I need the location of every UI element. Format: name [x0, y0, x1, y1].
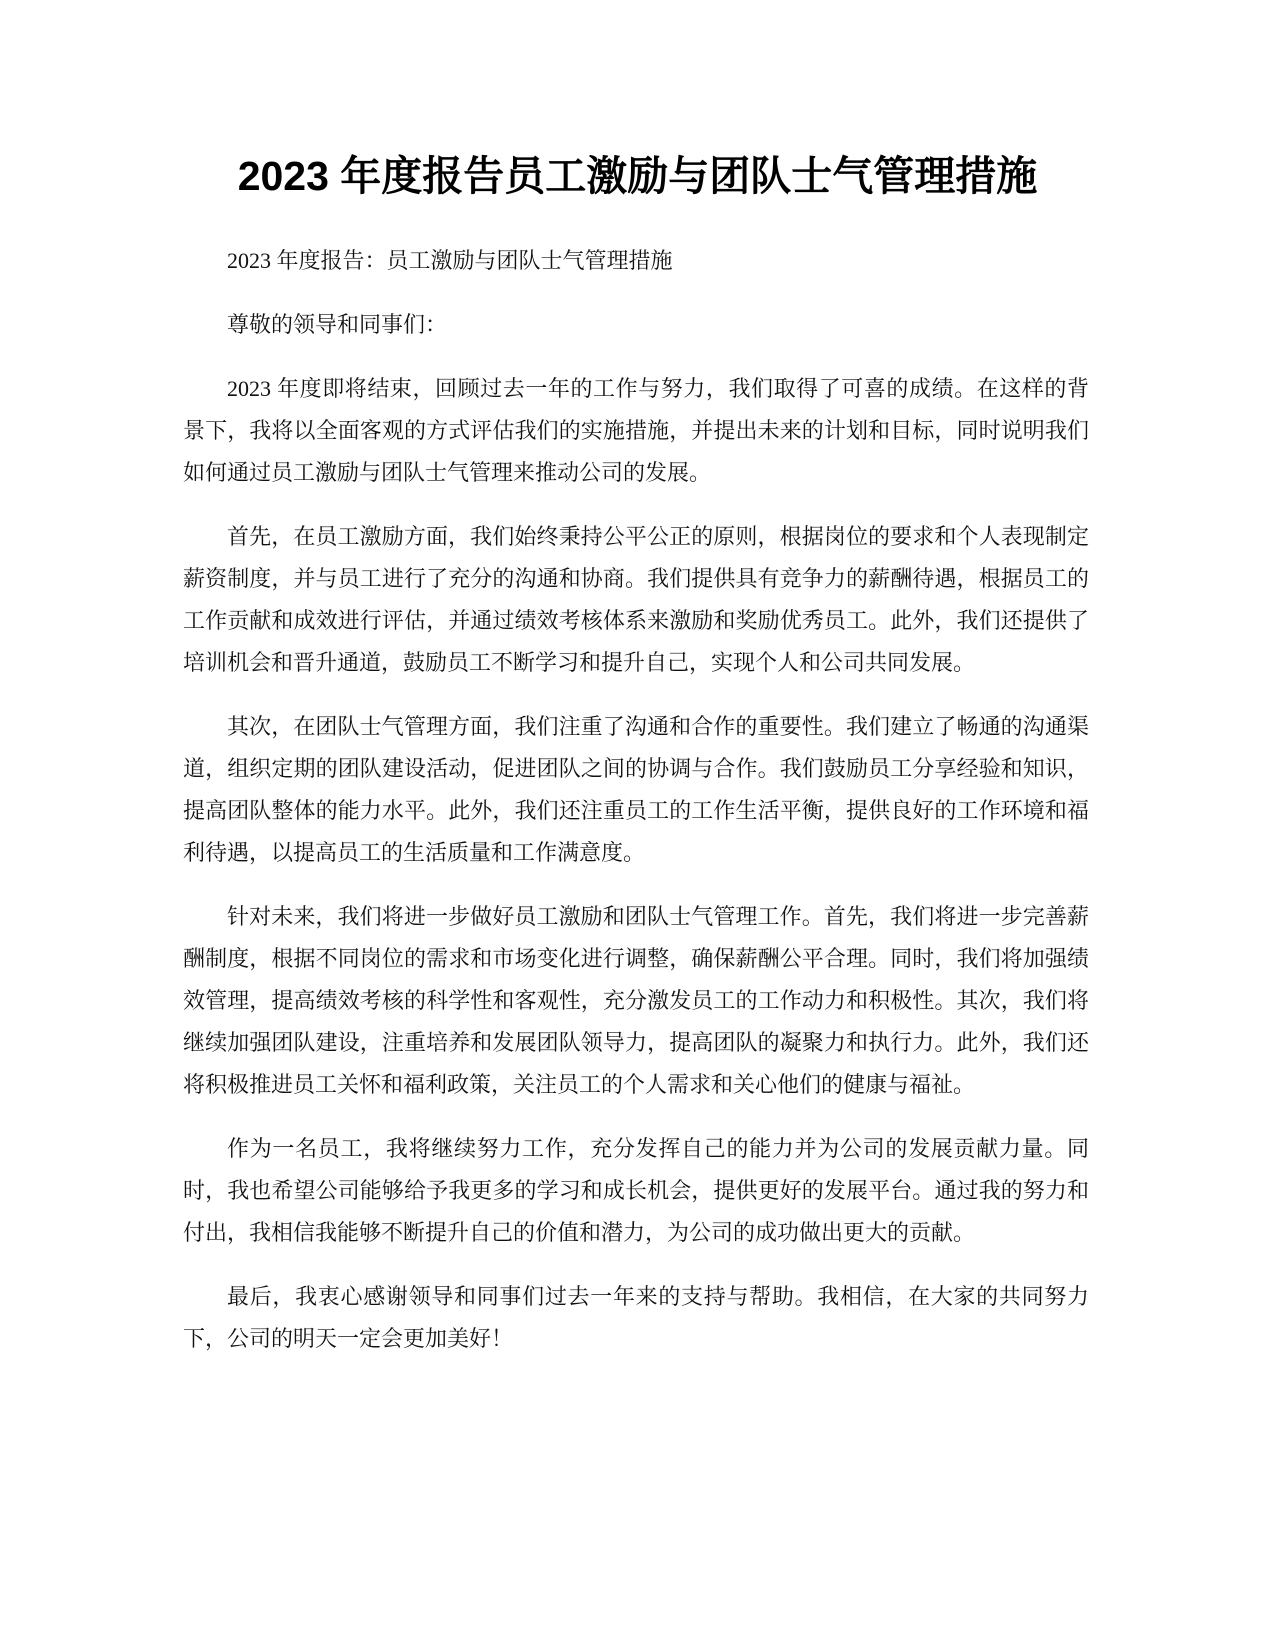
paragraph-subtitle: 2023 年度报告：员工激励与团队士气管理措施	[227, 248, 673, 273]
paragraph-future-plans: 针对未来，我们将进一步做好员工激励和团队士气管理工作。首先，我们将进一步完善薪酬制度，根据不同岗位的需求和市场变化进行调整，确保薪酬公平合理。同时，我们将加强绩效管理，提高绩效考核的科学性和客观性，充分激发员工的工作动力和积极性。其次，我们将继续加强团队建设，注重培养和发展团队领导力，提高团队的凝聚力和执行力。此外，我们还将积极推进员工关怀和福利政策，关注员工的个人需求和关心他们的健康与福祉。	[183, 904, 1089, 1097]
paragraph-personal-commitment: 作为一名员工，我将继续努力工作，充分发挥自己的能力并为公司的发展贡献力量。同时，我也希望公司能够给予我更多的学习和成长机会，提供更好的发展平台。通过我的努力和付出，我相信我能够不断提升自己的价值和潜力，为公司的成功做出更大的贡献。	[183, 1136, 1089, 1245]
paragraph-incentives: 首先，在员工激励方面，我们始终秉持公平公正的原则，根据岗位的要求和个人表现制定薪资制度，并与员工进行了充分的沟通和协商。我们提供具有竞争力的薪酬待遇，根据员工的工作贡献和成效进行评估，并通过绩效考核体系来激励和奖励优秀员工。此外，我们还提供了培训机会和晋升通道，鼓励员工不断学习和提升自己，实现个人和公司共同发展。	[183, 524, 1089, 675]
document-body	[183, 240, 1089, 1382]
paragraph-team-morale: 其次，在团队士气管理方面，我们注重了沟通和合作的重要性。我们建立了畅通的沟通渠道，组织定期的团队建设活动，促进团队之间的协调与合作。我们鼓励员工分享经验和知识，提高团队整体的能力水平。此外，我们还注重员工的工作生活平衡，提供良好的工作环境和福利待遇，以提高员工的生活质量和工作满意度。	[183, 714, 1089, 865]
document-title: 2023 年度报告员工激励与团队士气管理措施	[237, 153, 1038, 199]
paragraph-salutation: 尊敬的领导和同事们：	[227, 312, 448, 337]
paragraph-intro: 2023 年度即将结束，回顾过去一年的工作与努力，我们取得了可喜的成绩。在这样的背景下，我将以全面客观的方式评估我们的实施措施，并提出未来的计划和目标，同时说明我们如何通过员工激励与团队士气管理来推动公司的发展。	[183, 376, 1089, 485]
paragraph-closing: 最后，我衷心感谢领导和同事们过去一年来的支持与帮助。我相信，在大家的共同努力下，公司的明天一定会更加美好！	[183, 1284, 1089, 1351]
